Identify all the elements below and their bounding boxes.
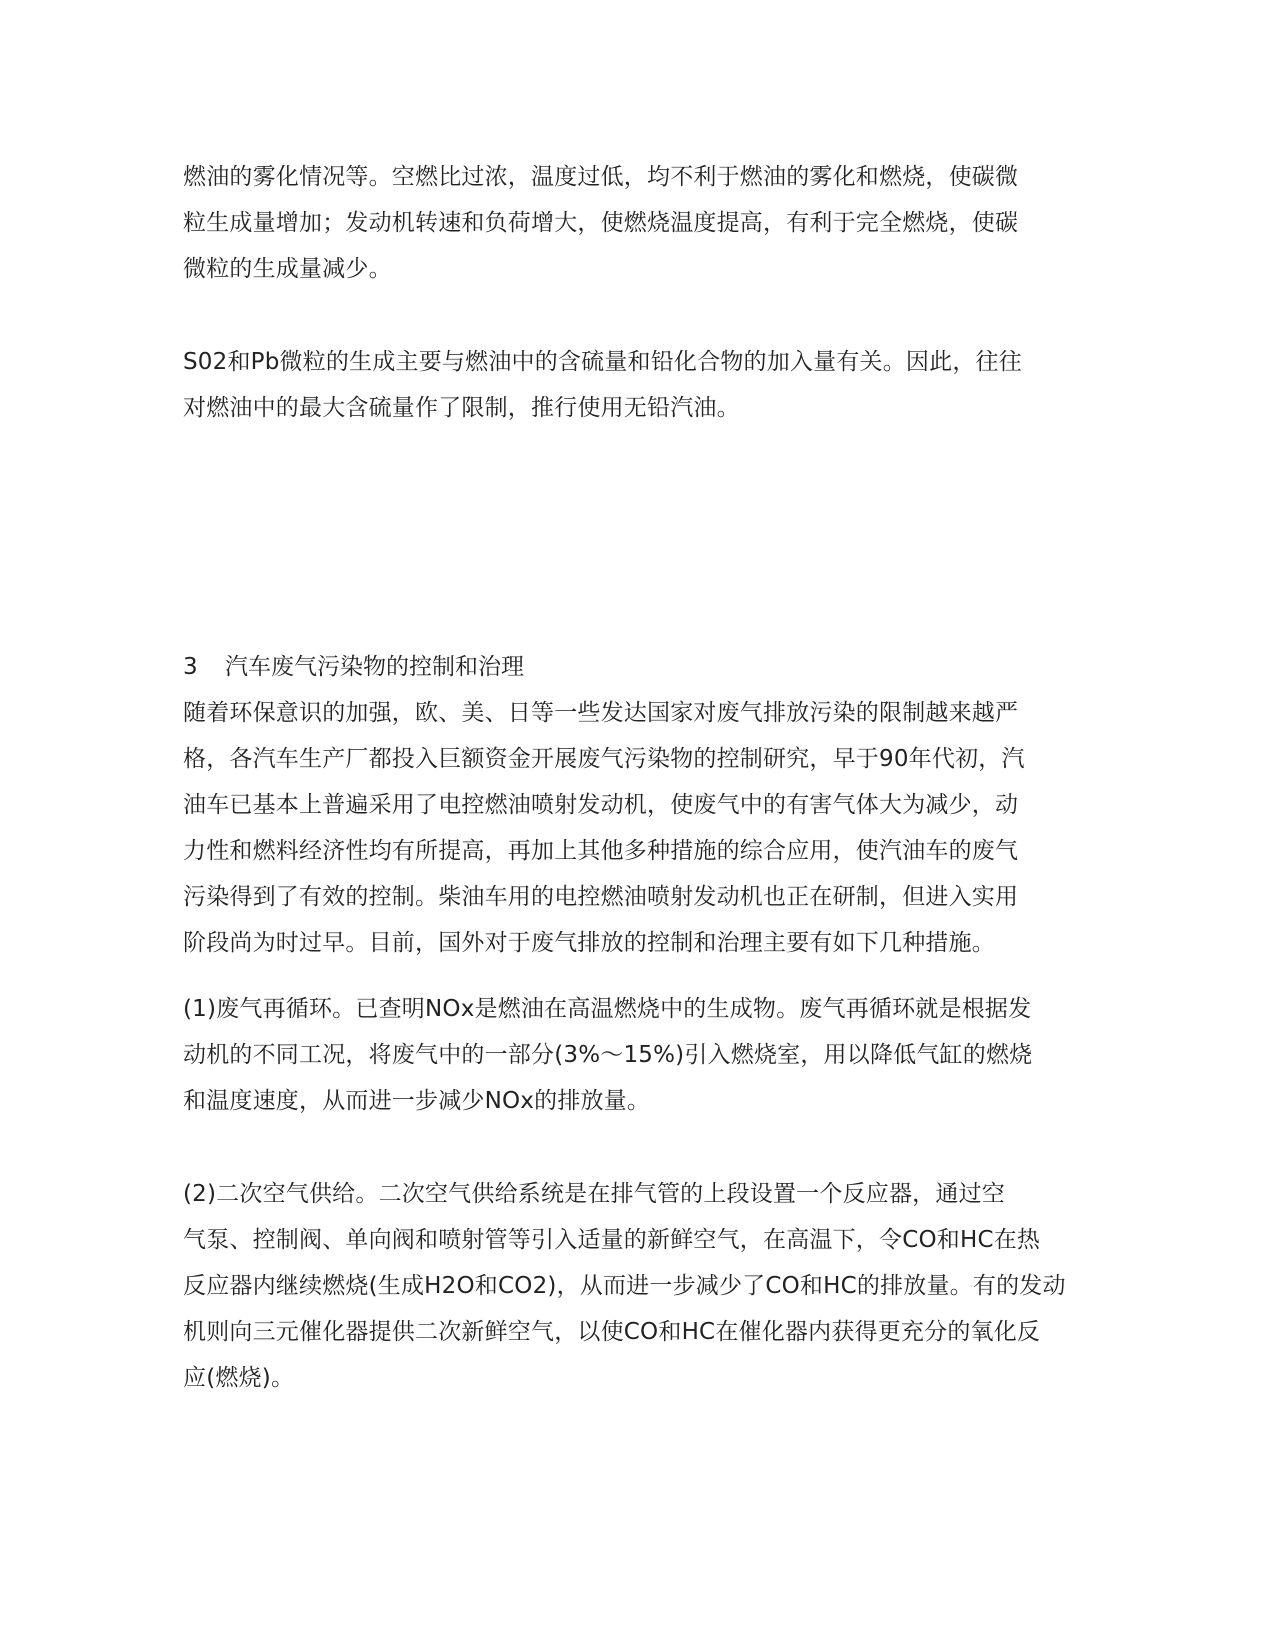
text-line: 气泵、控制阀、单向阀和喷射管等引入适量的新鲜空气，在高温下，令CO和HC在热 [183,1227,1041,1253]
text-line: 油车已基本上普遍采用了电控燃油喷射发动机，使废气中的有害气体大为减少，动 [183,792,1019,818]
text-line: (2)二次空气供给。二次空气供给系统是在排气管的上段设置一个反应器，通过空 [183,1181,1005,1207]
section-title: 汽车废气污染物的控制和治理 [225,654,524,680]
paragraph-egr [183,986,1093,1124]
text-line: 燃油的雾化情况等。空燃比过浓，温度过低，均不利于燃油的雾化和燃烧，使碳微 [183,164,1019,190]
text-line: 污染得到了有效的控制。柴油车用的电控燃油喷射发动机也正在研制，但进入实用 [183,884,1019,910]
text-line: 对燃油中的最大含硫量作了限制，推行使用无铅汽油。 [183,395,740,421]
text-line: 应(燃烧)。 [183,1365,295,1391]
text-line: S02和Pb微粒的生成主要与燃油中的含硫量和铅化合物的加入量有关。因此，往往 [183,349,1022,375]
text-line: 粒生成量增加；发动机转速和负荷增大，使燃烧温度提高，有利于完全燃烧，使碳 [183,210,1019,236]
text-line: (1)废气再循环。已查明NOx是燃油在高温燃烧中的生成物。废气再循环就是根据发 [183,996,1032,1022]
text-line: 随着环保意识的加强，欧、美、日等一些发达国家对废气排放污染的限制越来越严 [183,700,1019,726]
text-line: 动机的不同工况，将废气中的一部分(3%～15%)引入燃烧室，用以降低气缸的燃烧 [183,1042,1033,1068]
section-heading [183,644,524,690]
text-line: 反应器内继续燃烧(生成H2O和CO2)，从而进一步减少了CO和HC的排放量。有的发动 [183,1273,1066,1299]
section-number: 3 [183,654,198,680]
text-line: 机则向三元催化器提供二次新鲜空气，以使CO和HC在催化器内获得更充分的氧化反 [183,1319,1041,1345]
paragraph-environmental-control [183,690,1093,966]
text-line: 格，各汽车生产厂都投入巨额资金开展废气污染物的控制研究，早于90年代初，汽 [183,746,1025,772]
paragraph-carbon-particles [183,154,1093,292]
text-line: 阶段尚为时过早。目前，国外对于废气排放的控制和治理主要有如下几种措施。 [183,930,995,956]
text-line: 和温度速度，从而进一步减少NOx的排放量。 [183,1088,651,1114]
paragraph-secondary-air [183,1171,1093,1401]
paragraph-so2-pb [183,339,1093,431]
text-line: 力性和燃料经济性均有所提高，再加上其他多种措施的综合应用，使汽油车的废气 [183,838,1019,864]
text-line: 微粒的生成量减少。 [183,256,392,282]
